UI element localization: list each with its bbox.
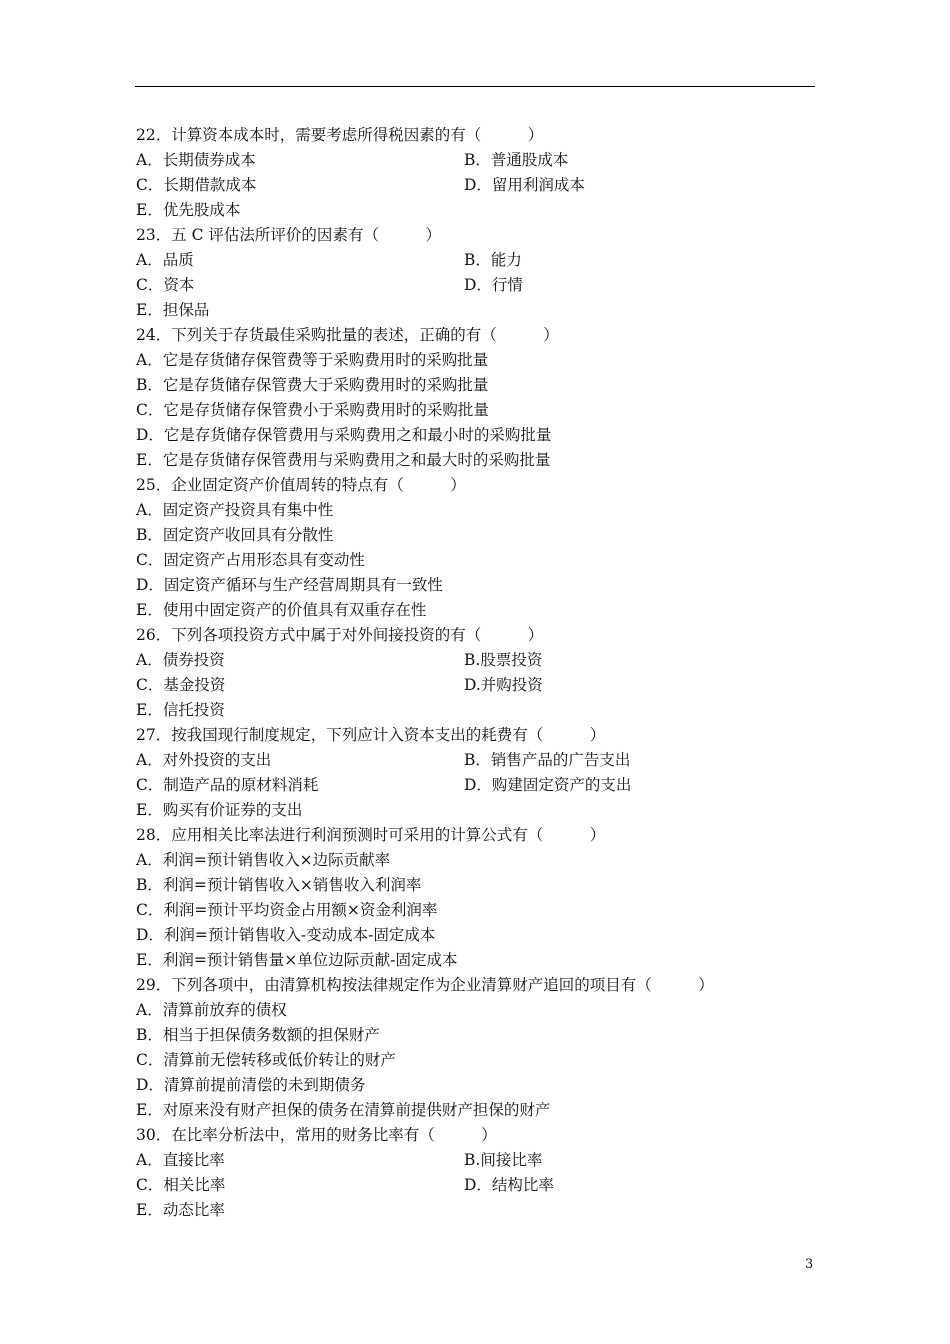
option-text: E．利润=预计销售量×单位边际贡献-固定成本 [136,951,458,969]
header-rule [135,86,815,87]
option-text: C．利润=预计平均资金占用额×资金利润率 [136,901,438,919]
option-row [136,998,816,1023]
option-row [136,1098,816,1123]
option-text: B．它是存货储存保管费大于采购费用时的采购批量 [136,376,489,394]
option-text: C．资本 [136,276,195,294]
question-stem: 28．应用相关比率法进行利润预测时可采用的计算公式有（ ） [136,826,606,844]
option-row [136,548,816,573]
option-text: B．普通股成本 [464,151,569,169]
option-text: B．相当于担保债务数额的担保财产 [136,1026,380,1044]
option-row [136,898,816,923]
option-text: C．它是存货储存保管费小于采购费用时的采购批量 [136,401,489,419]
option-row [136,598,816,623]
option-text: D．购建固定资产的支出 [464,776,632,794]
option-text: E．动态比率 [136,1201,225,1219]
option-text: B．利润=预计销售收入×销售收入利润率 [136,876,422,894]
option-text: B．能力 [464,251,522,269]
option-row [136,298,816,323]
option-text: E．对原来没有财产担保的债务在清算前提供财产担保的财产 [136,1101,551,1119]
option-row [136,873,816,898]
option-row [136,498,816,523]
option-text: E．担保品 [136,301,210,319]
option-text: E．使用中固定资产的价值具有双重存在性 [136,601,427,619]
option-row [136,448,816,473]
option-row [136,798,816,823]
option-text: A．直接比率 [136,1151,225,1169]
option-row [136,848,816,873]
option-text: D．它是存货储存保管费用与采购费用之和最小时的采购批量 [136,426,552,444]
option-row [136,1023,816,1048]
option-row [136,748,816,773]
option-row [136,673,816,698]
question-stem: 23．五 C 评估法所评价的因素有（ ） [136,226,441,244]
option-row [136,573,816,598]
option-text: D.并购投资 [464,676,543,694]
question-stem: 22．计算资本成本时，需要考虑所得税因素的有（ ） [136,126,544,144]
option-text: B．固定资产收回具有分散性 [136,526,334,544]
option-row [136,273,816,298]
option-row [136,773,816,798]
option-row [136,923,816,948]
option-row [136,648,816,673]
option-row [136,698,816,723]
option-text: C．相关比率 [136,1176,226,1194]
question-stem: 30．在比率分析法中，常用的财务比率有（ ） [136,1126,497,1144]
option-row [136,1073,816,1098]
option-text: B．销售产品的广告支出 [464,751,631,769]
option-text: A．利润=预计销售收入×边际贡献率 [136,851,391,869]
option-row [136,373,816,398]
option-text: D．留用利润成本 [464,176,585,194]
question-list [136,123,816,1223]
option-text: E．它是存货储存保管费用与采购费用之和最大时的采购批量 [136,451,551,469]
option-row [136,523,816,548]
option-text: A．对外投资的支出 [136,751,272,769]
question-stem: 26．下列各项投资方式中属于对外间接投资的有（ ） [136,626,544,644]
option-row [136,948,816,973]
option-text: E．购买有价证券的支出 [136,801,303,819]
option-row [136,198,816,223]
option-text: C．固定资产占用形态具有变动性 [136,551,365,569]
option-text: B.股票投资 [464,651,543,669]
option-row [136,1048,816,1073]
option-text: D．固定资产循环与生产经营周期具有一致性 [136,576,443,594]
option-text: A．清算前放弃的债权 [136,1001,287,1019]
option-text: E．优先股成本 [136,201,241,219]
option-text: D．清算前提前清偿的未到期债务 [136,1076,366,1094]
option-row [136,1198,816,1223]
option-text: A．长期债券成本 [136,151,256,169]
option-text: A．品质 [136,251,194,269]
question-stem: 24．下列关于存货最佳采购批量的表述，正确的有（ ） [136,326,559,344]
question-stem: 27．按我国现行制度规定，下列应计入资本支出的耗费有（ ） [136,726,606,744]
question-stem: 25．企业固定资产价值周转的特点有（ ） [136,476,466,494]
option-row [136,1148,816,1173]
option-row [136,248,816,273]
option-row [136,173,816,198]
option-text: E．信托投资 [136,701,225,719]
option-row [136,398,816,423]
option-row [136,148,816,173]
option-text: C．基金投资 [136,676,226,694]
option-row [136,348,816,373]
question-stem: 29．下列各项中，由清算机构按法律规定作为企业清算财产追回的项目有（ ） [136,976,714,994]
option-text: C．长期借款成本 [136,176,257,194]
option-text: A．它是存货储存保管费等于采购费用时的采购批量 [136,351,489,369]
option-text: D．结构比率 [464,1176,554,1194]
option-text: C．制造产品的原材料消耗 [136,776,319,794]
option-row [136,1173,816,1198]
option-text: B.间接比率 [464,1151,543,1169]
option-text: A．债券投资 [136,651,225,669]
option-text: D．利润=预计销售收入-变动成本-固定成本 [136,926,436,944]
option-text: A．固定资产投资具有集中性 [136,501,334,519]
option-text: D．行情 [464,276,523,294]
option-row [136,423,816,448]
page-number: 3 [805,1257,814,1272]
option-text: C．清算前无偿转移或低价转让的财产 [136,1051,396,1069]
